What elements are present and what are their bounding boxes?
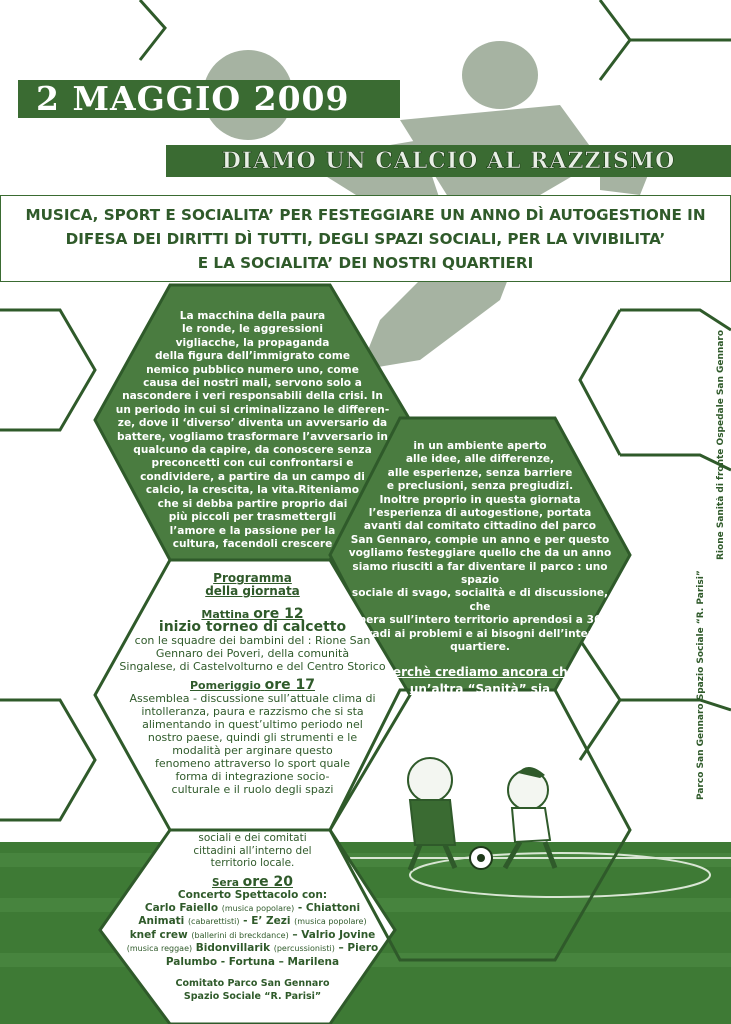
text-line: gradi ai problemi e ai bisogni dell’intero [359, 627, 601, 640]
text-line: battere, vogliamo trasformare l’avversario in [117, 430, 388, 443]
artist-name: knef crew [129, 928, 188, 941]
text-line: intolleranza, paura e razzismo che si sta [141, 705, 364, 718]
artist-genre: (cabarettisti) [187, 917, 240, 926]
text-line: l’esperienza di autogestione, portata [368, 507, 592, 520]
question-line: possibile... [443, 698, 517, 713]
artist-name: Piero [347, 942, 379, 954]
text-line: San Gennaro, compie un anno e per questo [350, 533, 610, 546]
subtitle-line: DIFESA DEI DIRITTI DÌ TUTTI, DEGLI SPAZI SOCIALI, PER LA VIVIBILITA’ [65, 230, 666, 248]
text-line: vigliacche, la propaganda [175, 336, 330, 349]
text-line: avanti dal comitato cittadino del parco [363, 520, 597, 533]
text-line: più piccoli per trasmettergli [168, 511, 337, 524]
text-line: alle esperienze, senza barriere [387, 466, 573, 479]
artist-genre: (percussionisti) [273, 944, 335, 953]
question-line: un’altra “Sanità” sia [409, 681, 551, 696]
organizer-line: Spazio Sociale “R. Parisi” [183, 990, 322, 1002]
text-line: opera sull’intero territorio aprendosi a 360 [351, 614, 609, 627]
organizer-line: Comitato Parco San Gennaro [175, 978, 330, 989]
program-block [110, 572, 395, 796]
text-line: territorio locale. [210, 857, 295, 869]
text-line: nemico pubblico numero uno, come [146, 363, 359, 376]
text-line: sociali e dei comitati [198, 832, 307, 844]
subtitle-line: E LA SOCIALITA’ DEI NOSTRI QUARTIERI [197, 254, 534, 272]
text-line: cultura, facendoli crescere [172, 537, 333, 550]
artist-line [120, 915, 385, 929]
morning-event: inizio torneo di calcetto [158, 619, 347, 635]
text-line: alle idee, alle differenze, [405, 453, 555, 466]
afternoon-time: ore 17 [264, 677, 316, 693]
text-line: e preclusioni, senza pregiudizi. [386, 480, 574, 493]
artist-name: Carlo Faiello [144, 901, 219, 914]
artist-line [120, 902, 385, 916]
text-line: siamo riusciti a far diventare il parco : uno spazio [352, 560, 608, 587]
text-line: le ronde, le aggressioni [182, 323, 323, 336]
evening-label: Sera [212, 876, 239, 889]
text-line: in un ambiente aperto [413, 440, 547, 452]
text-line: Assemblea - discussione sull’attuale clima di [129, 692, 376, 705]
text-line: calcio, la crescita, la vita.Riteniamo [145, 484, 360, 497]
artist-genre: (musica reggae) [126, 944, 193, 953]
text-line: nostro paese, quindi gli strumenti e le [147, 731, 358, 744]
text-line: modalità per arginare questo [172, 744, 333, 757]
artist-name: Bidonvillarik [195, 942, 271, 954]
text-line: qualcuno da capire, da conoscere senza [133, 444, 372, 457]
text-line: fenomeno attraverso lo sport quale [155, 757, 350, 770]
artist-name: Chiattoni [305, 901, 361, 914]
text-line: un periodo in cui si criminalizzano le differen- [115, 403, 390, 416]
separator: – [334, 942, 348, 954]
location-vertical-text: Rione Sanità di fronte Ospedale San Gennaro [716, 329, 726, 560]
artist-genre: (musica popolare) [294, 917, 367, 926]
afternoon-label: Pomeriggio [189, 679, 261, 692]
text-line: forma di integrazione socio- [175, 770, 330, 783]
text-line: culturale e il ruolo degli spazi [171, 783, 334, 796]
artist-line [120, 929, 385, 943]
text-line: ze, dove il ‘diverso’ diventa un avversario da [117, 417, 388, 430]
text-line: La macchina della paura [179, 310, 326, 322]
artist-name: E’ Zezi [251, 915, 291, 927]
text-line: Gennaro dei Poveri, della comunità [155, 647, 350, 660]
separator: - [239, 915, 252, 927]
text-line: alimentando in quest’ultimo periodo nel [142, 718, 363, 731]
artist-name: Animati [138, 915, 185, 927]
question-line: Perchè crediamo ancora che [384, 664, 576, 679]
separator: - [294, 901, 306, 914]
evening-block [120, 832, 385, 1003]
subtitle-line: MUSICA, SPORT E SOCIALITA’ PER FESTEGGIARE UN ANNO DÌ AUTOGESTIONE IN [25, 206, 706, 224]
venue-vertical-text: Parco San Gennaro Spazio Sociale “R. Parisi” [696, 570, 706, 800]
morning-time: ore 12 [253, 606, 304, 622]
separator: – [288, 928, 302, 941]
text-line: cittadini all’interno del [193, 844, 312, 857]
text-line: Singalese, di Castelvolturno e del Centro Storico [119, 660, 386, 673]
artist-genre: (ballerini di breckdance) [191, 930, 289, 940]
artist-line [120, 942, 385, 956]
date-banner: 2 MAGGIO 2009 [18, 80, 400, 118]
program-title: Programma [213, 571, 292, 585]
text-line: quartiere. [450, 641, 510, 654]
afternoon-heading [110, 679, 395, 692]
text-line: sociale di svago, socialità e di discussione, che [351, 587, 609, 613]
text-line: della figura dell’immigrato come [154, 350, 351, 363]
concert-title: Concerto Spettacolo con: [177, 889, 328, 901]
text-line: preconcetti con cui confrontarsi e [151, 457, 354, 470]
morning-label: Mattina [201, 608, 250, 621]
text-line: Inoltre proprio in questa giornata [379, 493, 581, 506]
subtitle-box [0, 195, 731, 282]
evening-time: ore 20 [242, 873, 293, 890]
text-line: condividere, a partire da un campo di [140, 470, 365, 483]
text-line: che si debba partire proprio dai [157, 497, 348, 510]
text-line: nascondere i veri responsabili della crisi. In [122, 390, 383, 403]
text-line: con le squadre dei bambini del : Rione San [134, 634, 371, 647]
evening-heading [120, 873, 385, 890]
text-line: causa dei nostri mali, servono solo a [143, 377, 362, 390]
text-line: vogliamo festeggiare quello che da un anno [348, 547, 612, 560]
artist-line: Palumbo - Fortuna – Marilena [165, 955, 340, 968]
artist-genre: (musica popolare) [221, 903, 295, 913]
slogan-banner: DIAMO UN CALCIO AL RAZZISMO [166, 145, 731, 177]
artist-name: Valrio Jovine [301, 928, 376, 941]
program-title: della giornata [205, 584, 300, 598]
text-line: l’amore e la passione per la [169, 524, 336, 537]
